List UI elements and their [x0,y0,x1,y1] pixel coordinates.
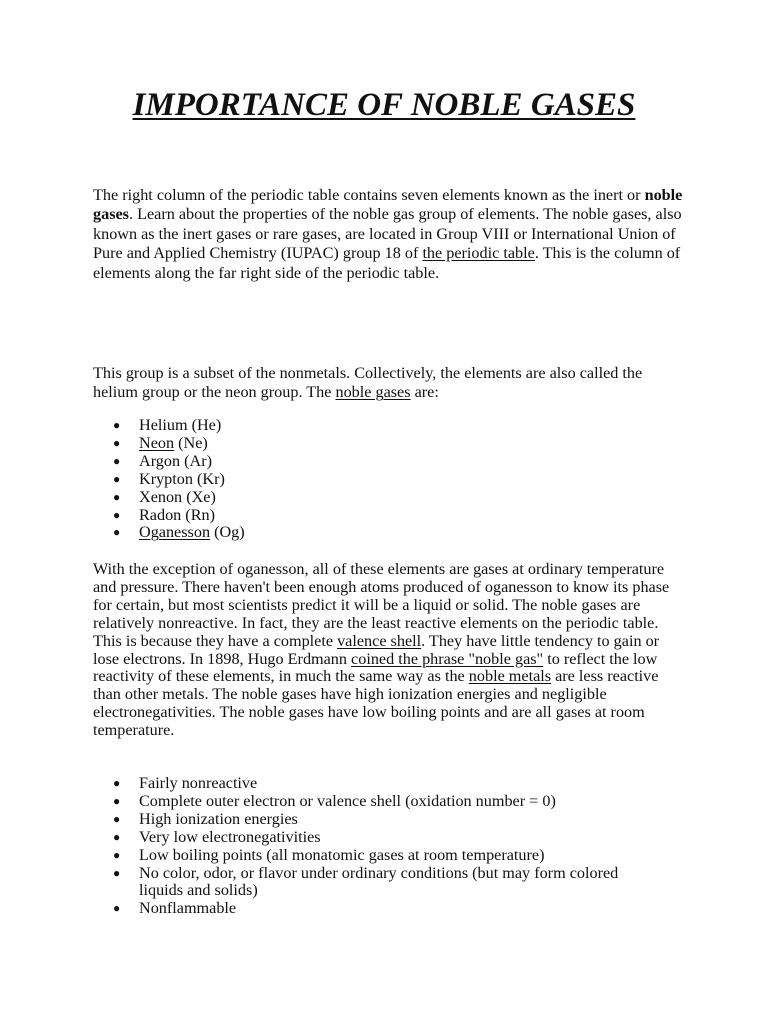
list-item [93,775,653,793]
property-text: No color, odor, or flavor under ordinary conditions (but may form colored liquids and solids) [139,863,619,900]
bullet-icon: ● [113,418,121,432]
bullet-icon: ● [113,847,121,862]
intro-text-3: . This is the column of elements along the far right side of the periodic table. [93,244,681,282]
property-text: Very low electronegativities [139,827,321,846]
list-item [93,417,653,435]
list-item [93,507,653,525]
intro-text-2: . Learn about the properties of the noble gas group of elements. The noble gases, also known as the inert gases or rare gases, are located in Group VIII or International Union of Pure and Applied Chemistry (IUPAC) group 18 of [93,205,682,263]
group-text-1: This group is a subset of the nonmetals. Collectively, the elements are also called the helium group or the neon group. The [93,364,643,402]
props-text-1: With the exception of oganesson, all of these elements are gases at ordinary temperature and pressure. There haven't been enough atoms produced of oganesson to know its phase for certain, but most scientists predict it will be a liquid or solid. The noble gases are relatively nonreactive. In fact, they are the least reactive elements on the periodic table. This is because they have a complete [93,560,670,650]
property-text: Fairly nonreactive [139,774,258,792]
properties-paragraph [93,561,683,740]
list-item [93,793,653,811]
intro-paragraph [93,186,683,283]
list-item [93,453,653,471]
list-item [93,489,653,507]
bullet-icon: ● [113,776,121,790]
list-item [93,865,653,901]
noble-gases-list [93,417,653,542]
noble-gas-phrase-link[interactable]: coined the phrase "noble gas" [351,649,544,668]
props-text-3: to reflect the low reactivity of these elements, in much the same way as the [93,649,658,686]
gas-symbol: (Ne) [174,433,208,452]
gas-name: Argon (Ar) [139,451,212,470]
list-item [93,811,653,829]
valence-shell-link[interactable]: valence shell [337,631,422,650]
property-text: Nonflammable [139,899,237,918]
bullet-icon: ● [113,507,121,522]
list-item [93,900,653,918]
property-text: High ionization energies [139,809,298,828]
gas-name: Krypton (Kr) [139,469,225,488]
bullet-icon: ● [113,471,121,486]
bullet-icon: ● [113,901,121,916]
group-paragraph [93,364,683,403]
periodic-table-link[interactable]: the periodic table [422,244,535,263]
bullet-icon: ● [113,453,121,468]
bullet-icon: ● [113,435,121,450]
list-item [93,524,653,542]
page-title: IMPORTANCE OF NOBLE GASES [132,87,636,123]
gas-symbol: (Og) [210,523,245,542]
oganesson-link[interactable]: Oganesson [139,523,211,542]
bullet-icon: ● [113,811,121,826]
gas-name: Radon (Rn) [139,505,215,524]
group-text-2: are: [410,383,439,402]
properties-list [93,775,653,918]
list-item [93,471,653,489]
gas-name: Helium (He) [139,416,222,434]
intro-text-1: The right column of the periodic table contains seven elements known as the inert or [93,186,645,204]
noble-gases-bold: noble gases [93,186,683,224]
bullet-icon: ● [113,829,121,844]
noble-gases-link[interactable]: noble gases [335,383,411,402]
list-item [93,435,653,453]
neon-link[interactable]: Neon [139,433,175,452]
property-text: Complete outer electron or valence shell (oxidation number = 0) [139,791,556,810]
props-text-2: . They have little tendency to gain or lose electrons. In 1898, Hugo Erdmann [93,631,660,668]
list-item [93,829,653,847]
list-item [93,847,653,865]
property-text: Low boiling points (all monatomic gases at room temperature) [139,845,545,864]
noble-metals-link[interactable]: noble metals [468,667,552,686]
bullet-icon: ● [113,793,121,808]
gas-name: Xenon (Xe) [139,487,216,506]
bullet-icon: ● [113,525,121,540]
bullet-icon: ● [113,489,121,504]
bullet-icon: ● [113,865,121,880]
props-text-4: are less reactive than other metals. The noble gases have high ionization energies and negligible electronegativities. The noble gases have low boiling points and are all gases at room temperature. [93,667,659,740]
